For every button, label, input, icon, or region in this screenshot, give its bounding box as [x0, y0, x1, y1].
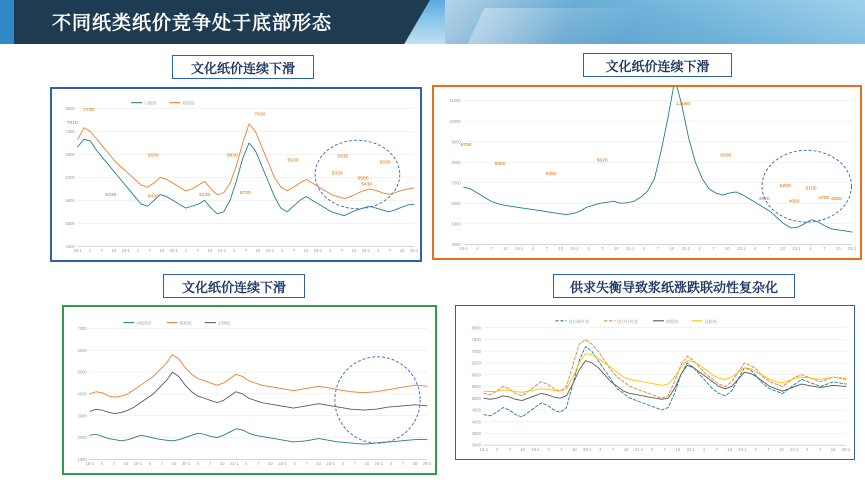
svg-text:4: 4: [328, 248, 332, 254]
svg-text:5500: 5500: [471, 384, 481, 390]
svg-text:2000: 2000: [77, 435, 87, 441]
svg-text:25-1: 25-1: [409, 248, 419, 254]
svg-text:4: 4: [587, 246, 590, 252]
svg-text:10: 10: [171, 461, 177, 467]
svg-text:4: 4: [753, 246, 757, 252]
svg-text:7: 7: [508, 447, 511, 453]
svg-text:4: 4: [280, 248, 284, 254]
svg-text:6200: 6200: [65, 175, 75, 180]
svg-text:7: 7: [601, 246, 604, 252]
svg-text:4: 4: [547, 447, 550, 453]
svg-text:18-1: 18-1: [73, 248, 82, 254]
svg-text:18-1: 18-1: [479, 447, 489, 453]
svg-text:双胶纸: 双胶纸: [182, 100, 195, 106]
svg-text:4: 4: [184, 248, 187, 254]
svg-text:10: 10: [219, 461, 225, 467]
svg-text:5930: 5930: [337, 154, 349, 160]
svg-text:23-1: 23-1: [736, 246, 746, 252]
svg-text:21-1: 21-1: [625, 246, 635, 252]
svg-text:10: 10: [830, 447, 836, 453]
svg-text:10000: 10000: [449, 118, 461, 124]
svg-text:7500: 7500: [471, 337, 481, 343]
svg-text:7: 7: [112, 461, 115, 467]
svg-text:7: 7: [819, 447, 822, 453]
svg-text:19-1: 19-1: [515, 246, 524, 252]
svg-text:5000: 5000: [451, 221, 461, 227]
svg-text:5000: 5000: [65, 220, 75, 226]
svg-text:5730: 5730: [239, 191, 251, 197]
svg-text:9000: 9000: [451, 139, 461, 145]
svg-text:4: 4: [754, 447, 757, 453]
svg-text:7: 7: [244, 248, 248, 254]
svg-text:4: 4: [702, 447, 705, 453]
svg-text:7: 7: [292, 248, 296, 254]
svg-text:A级废纸: A级废纸: [136, 320, 152, 326]
chart4-svg: [456, 306, 854, 459]
svg-text:5200: 5200: [779, 184, 791, 190]
svg-text:箱板纸: 箱板纸: [179, 320, 192, 326]
page-title: 不同纸类纸价竞争处于底部形态: [52, 13, 333, 34]
svg-text:7: 7: [305, 461, 308, 467]
svg-text:8000: 8000: [451, 159, 461, 165]
banner-accent-bar: [0, 0, 14, 44]
svg-text:25-1: 25-1: [847, 246, 857, 252]
svg-text:4: 4: [650, 447, 654, 453]
svg-text:7: 7: [209, 461, 212, 467]
svg-text:10: 10: [268, 461, 273, 467]
svg-text:4: 4: [698, 246, 701, 252]
svg-text:7730: 7730: [83, 108, 95, 114]
chart2-title-box: 文化纸价连续下滑: [583, 53, 732, 77]
svg-text:10: 10: [159, 248, 165, 254]
svg-text:7: 7: [612, 447, 615, 453]
svg-text:6790: 6790: [460, 143, 472, 148]
chart-panel-3: [62, 305, 437, 475]
svg-text:4: 4: [197, 461, 200, 467]
svg-text:7: 7: [340, 248, 344, 254]
svg-text:4: 4: [88, 248, 91, 254]
svg-text:10: 10: [399, 248, 405, 254]
svg-text:8000: 8000: [65, 106, 75, 112]
svg-text:4: 4: [599, 447, 602, 453]
svg-text:19-1: 19-1: [133, 461, 143, 467]
svg-text:5830: 5830: [379, 160, 391, 166]
svg-text:21-1: 21-1: [634, 447, 644, 453]
svg-text:7630: 7630: [254, 112, 266, 118]
svg-text:23-1: 23-1: [313, 248, 323, 254]
svg-text:7: 7: [715, 447, 718, 453]
svg-text:5430: 5430: [199, 192, 211, 198]
svg-text:22-1: 22-1: [686, 447, 696, 453]
chart3-svg: [64, 307, 435, 473]
svg-text:5000: 5000: [77, 369, 87, 375]
svg-text:4: 4: [148, 461, 152, 467]
svg-text:5430: 5430: [361, 182, 373, 188]
svg-text:10: 10: [675, 447, 681, 453]
svg-text:6020: 6020: [596, 158, 608, 164]
svg-text:4: 4: [376, 248, 380, 254]
svg-text:24-1: 24-1: [374, 461, 384, 467]
svg-text:10: 10: [669, 246, 675, 252]
svg-text:4000: 4000: [77, 391, 87, 397]
svg-text:4: 4: [100, 461, 103, 467]
svg-text:5500: 5500: [357, 176, 369, 182]
svg-text:10: 10: [207, 248, 213, 254]
chart1-title-box: 文化纸价连续下滑: [172, 55, 314, 79]
chart3-title-box: 文化纸价连续下滑: [163, 274, 305, 298]
svg-text:4: 4: [806, 447, 809, 453]
svg-text:10: 10: [727, 447, 732, 453]
svg-text:4700: 4700: [818, 196, 830, 201]
svg-text:7000: 7000: [451, 180, 461, 186]
svg-text:24-1: 24-1: [792, 246, 801, 252]
svg-text:7: 7: [401, 461, 405, 467]
svg-text:10: 10: [351, 248, 357, 254]
svg-text:7400: 7400: [65, 129, 75, 135]
svg-text:18-1: 18-1: [85, 461, 94, 467]
svg-text:22-1: 22-1: [681, 246, 690, 252]
svg-text:20-1: 20-1: [570, 246, 579, 252]
svg-text:7: 7: [767, 246, 771, 252]
chart2-svg: [434, 87, 860, 258]
svg-text:10: 10: [835, 246, 841, 252]
svg-text:7: 7: [663, 447, 667, 453]
svg-text:10: 10: [613, 246, 619, 252]
svg-text:7: 7: [545, 246, 549, 252]
svg-text:24-1: 24-1: [790, 447, 799, 453]
svg-text:18-1: 18-1: [459, 246, 468, 252]
svg-text:24-1: 24-1: [361, 248, 371, 254]
svg-text:双胶纸: 双胶纸: [704, 318, 717, 324]
svg-text:20-1: 20-1: [583, 447, 592, 453]
svg-text:6500: 6500: [471, 360, 481, 366]
svg-text:7: 7: [100, 248, 103, 254]
svg-text:6000: 6000: [77, 347, 87, 353]
svg-text:4: 4: [245, 461, 248, 467]
svg-text:12060: 12060: [676, 101, 691, 107]
svg-text:4600: 4600: [831, 196, 843, 202]
svg-text:10: 10: [503, 246, 508, 252]
svg-text:10: 10: [364, 461, 370, 467]
svg-text:5000: 5000: [471, 395, 481, 401]
svg-text:3000: 3000: [77, 413, 87, 419]
svg-text:4000: 4000: [451, 241, 461, 247]
svg-text:5430: 5430: [105, 192, 117, 198]
svg-text:7: 7: [490, 246, 493, 252]
svg-text:6500: 6500: [720, 153, 732, 159]
svg-text:6800: 6800: [65, 152, 75, 158]
svg-text:7: 7: [656, 246, 660, 252]
svg-text:11000: 11000: [449, 98, 461, 104]
svg-text:5900: 5900: [494, 161, 506, 167]
svg-text:4: 4: [495, 447, 498, 453]
svg-text:6000: 6000: [451, 200, 461, 206]
svg-text:4: 4: [341, 461, 344, 467]
svg-text:25-1: 25-1: [841, 447, 851, 453]
svg-text:5830: 5830: [226, 153, 238, 159]
svg-text:4500: 4500: [471, 407, 481, 413]
svg-text:10: 10: [779, 447, 784, 453]
svg-text:4: 4: [642, 246, 646, 252]
svg-text:10: 10: [123, 461, 129, 467]
svg-text:7000: 7000: [77, 326, 87, 332]
svg-text:5430: 5430: [147, 194, 159, 200]
svg-text:10: 10: [316, 461, 321, 467]
svg-text:7: 7: [712, 246, 715, 252]
svg-text:瓦楞纸: 瓦楞纸: [217, 320, 231, 326]
svg-text:5630: 5630: [147, 153, 159, 159]
svg-text:7: 7: [257, 461, 260, 467]
svg-text:5350: 5350: [545, 172, 557, 178]
chart4-title-box: 供求失衡导致浆纸涨跌联动性复杂化: [553, 274, 795, 298]
svg-text:白板纸: 白板纸: [144, 100, 157, 106]
svg-text:10: 10: [724, 246, 730, 252]
svg-text:7: 7: [196, 248, 199, 254]
svg-text:19-1: 19-1: [531, 447, 540, 453]
svg-text:10: 10: [558, 246, 564, 252]
svg-text:4830: 4830: [758, 196, 770, 202]
svg-text:7: 7: [388, 248, 392, 254]
svg-text:7: 7: [560, 447, 563, 453]
chart-panel-2: [432, 85, 862, 260]
svg-text:7: 7: [823, 246, 826, 252]
svg-text:铜版纸: 铜版纸: [665, 318, 679, 324]
svg-text:4: 4: [136, 248, 139, 254]
svg-text:10: 10: [412, 461, 418, 467]
svg-text:7000: 7000: [471, 348, 481, 354]
svg-text:25-1: 25-1: [422, 461, 432, 467]
svg-text:22-1: 22-1: [278, 461, 287, 467]
svg-text:3000: 3000: [471, 442, 481, 448]
svg-text:5600: 5600: [65, 197, 75, 203]
svg-text:21-1: 21-1: [217, 248, 227, 254]
chart-panel-4: [455, 305, 855, 460]
svg-text:1000: 1000: [77, 456, 87, 462]
svg-text:23-1: 23-1: [738, 447, 747, 453]
svg-text:进口阔叶浆: 进口阔叶浆: [568, 318, 590, 324]
svg-text:5930: 5930: [287, 158, 299, 164]
svg-text:10: 10: [572, 447, 577, 453]
svg-text:20-1: 20-1: [181, 461, 191, 467]
svg-text:4: 4: [809, 246, 812, 252]
svg-text:4: 4: [389, 461, 393, 467]
svg-text:4: 4: [293, 461, 296, 467]
svg-text:4: 4: [531, 246, 535, 252]
svg-text:8000: 8000: [471, 325, 481, 331]
svg-text:7010: 7010: [66, 121, 78, 127]
svg-text:21-1: 21-1: [230, 461, 239, 467]
svg-text:10: 10: [780, 246, 786, 252]
svg-text:3500: 3500: [471, 431, 481, 437]
svg-text:19-1: 19-1: [121, 248, 130, 254]
chart-panel-1: [50, 87, 422, 262]
svg-text:5330: 5330: [331, 171, 343, 177]
svg-text:7: 7: [160, 461, 164, 467]
svg-text:进口针叶浆: 进口针叶浆: [617, 318, 639, 324]
svg-text:7: 7: [767, 447, 770, 453]
svg-text:10: 10: [111, 248, 117, 254]
svg-text:22-1: 22-1: [265, 248, 275, 254]
svg-text:7: 7: [148, 248, 151, 254]
svg-text:10: 10: [520, 447, 525, 453]
svg-text:4: 4: [232, 248, 236, 254]
svg-text:10: 10: [255, 248, 261, 254]
chart1-svg: [52, 89, 420, 260]
svg-text:4600: 4600: [788, 199, 800, 205]
svg-text:10: 10: [623, 447, 629, 453]
svg-text:20-1: 20-1: [169, 248, 178, 254]
svg-text:10: 10: [303, 248, 309, 254]
svg-text:23-1: 23-1: [326, 461, 335, 467]
svg-text:5100: 5100: [805, 186, 817, 192]
banner-photo: [445, 0, 865, 44]
svg-text:4000: 4000: [471, 419, 481, 425]
svg-text:6000: 6000: [471, 372, 481, 378]
header-banner: [0, 0, 865, 44]
svg-text:7: 7: [353, 461, 356, 467]
svg-text:4: 4: [476, 246, 479, 252]
svg-text:4400: 4400: [65, 243, 75, 249]
